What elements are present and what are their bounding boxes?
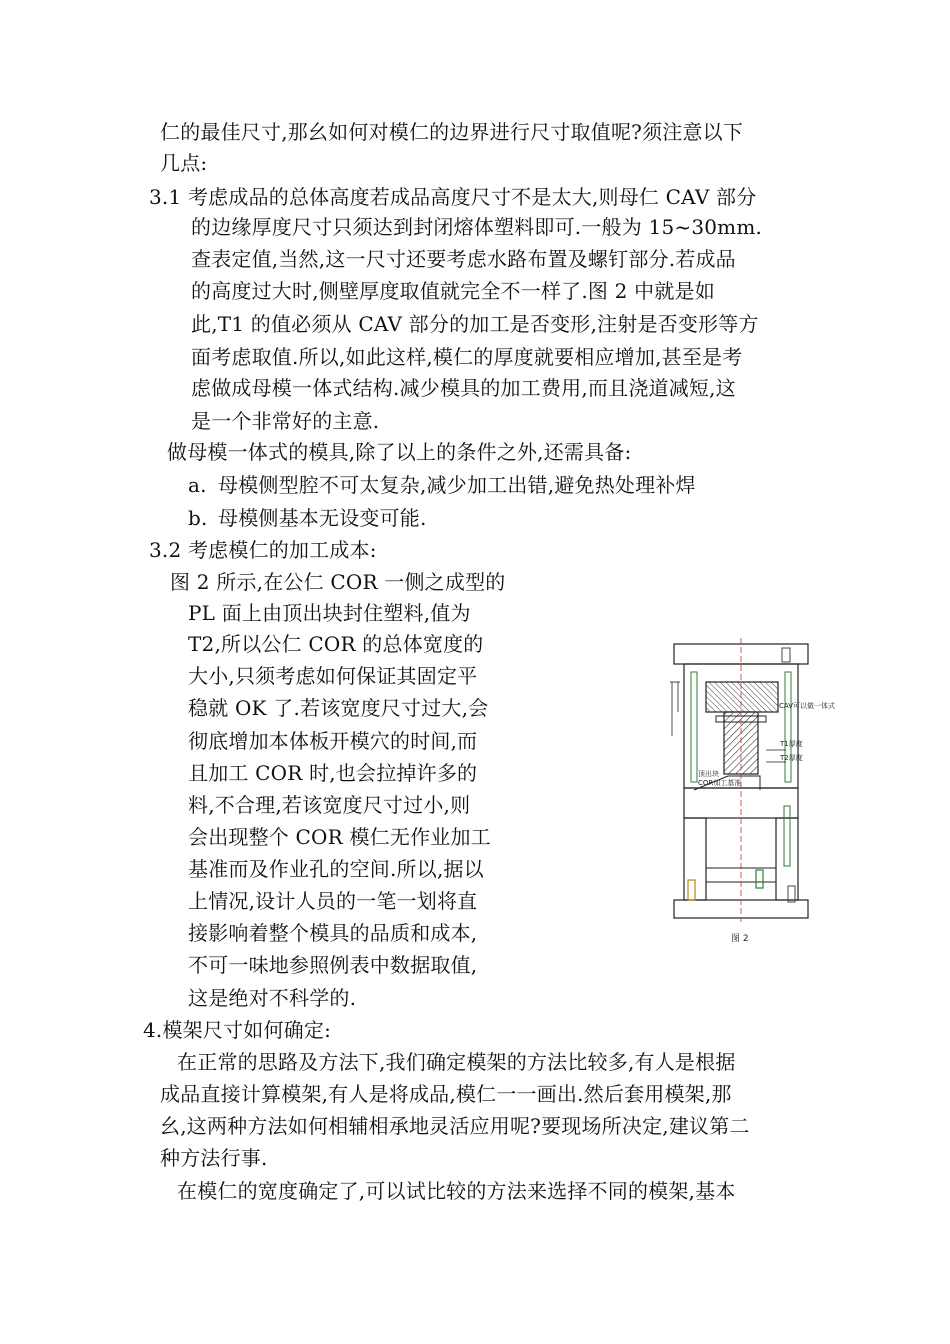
section-3-2-line: T2,所以公仁 COR 的总体宽度的: [188, 632, 484, 656]
section-3-2-line: 彻底增加本体板开模穴的时间,而: [188, 729, 478, 753]
section-4-line: 在正常的思路及方法下,我们确定模架的方法比较多,有人是根据: [177, 1050, 736, 1074]
list-item-text: 母模侧基本无设变可能.: [218, 506, 427, 530]
section-4-line: 幺,这两种方法如何相辅相承地灵活应用呢?要现场所决定,建议第二: [160, 1114, 750, 1138]
figure-caption: 图 2: [731, 934, 749, 944]
figure-label-core-datum: COR加工基准: [698, 779, 742, 787]
section-3-1-line: 是一个非常好的主意.: [191, 409, 380, 433]
section-3-1-line: 的边缘厚度尺寸只须达到封闭熔体塑料即可.一般为 15~30mm.: [191, 215, 763, 239]
section-4-heading: 4.模架尺寸如何确定:: [143, 1018, 332, 1042]
section-3-2-line: 大小,只须考虑如何保证其固定平: [188, 664, 478, 688]
section-3-2-line: 基准而及作业孔的空间.所以,据以: [188, 857, 484, 881]
section-3-1-line: 此,T1 的值必须从 CAV 部分的加工是否变形,注射是否变形等方: [191, 312, 759, 336]
section-4-line: 种方法行事.: [160, 1146, 268, 1170]
section-3-2-heading: 3.2 考虑模仁的加工成本:: [149, 538, 377, 562]
section-3-2-line: 不可一味地参照例表中数据取值,: [188, 953, 478, 977]
guide-pin-right: [785, 672, 791, 782]
section-3-2-line: 这是绝对不科学的.: [188, 986, 357, 1010]
section-3-1-line: 查表定值,当然,这一尺寸还要考虑水路布置及螺钉部分.若成品: [191, 247, 736, 271]
section-3-2-line: 且加工 COR 时,也会拉掉许多的: [188, 761, 478, 785]
mold-drawing: [668, 636, 836, 926]
section-3-2-line: 稳就 OK 了.若该宽度尺寸过大,会: [188, 696, 489, 720]
return-pin: [784, 806, 790, 866]
section-3-1-line: 3.1 考虑成品的总体高度若成品高度尺寸不是太大,则母仁 CAV 部分: [149, 185, 757, 209]
list-item-text: 母模侧型腔不可太复杂,减少加工出错,避免热处理补焊: [218, 473, 696, 497]
section-3-2-line: PL 面上由顶出块封住塑料,值为: [188, 601, 471, 625]
section-3-1-line: 的高度过大时,侧壁厚度取值就完全不一样了.图 2 中就是如: [191, 279, 715, 303]
figure-label-t1: T1厚度: [780, 740, 803, 748]
one-piece-paragraph: 做母模一体式的模具,除了以上的条件之外,还需具备:: [167, 440, 632, 464]
guide-pin-left: [691, 672, 697, 782]
section-3-1-line: 面考虑取值.所以,如此这样,模仁的厚度就要相应增加,甚至是考: [191, 345, 743, 369]
list-item-marker: b.: [188, 506, 208, 530]
section-3-2-line: 会出现整个 COR 模仁无作业加工: [188, 825, 491, 849]
section-3-2-line: 图 2 所示,在公仁 COR 一侧之成型的: [170, 570, 506, 594]
section-4-line: 在模仁的宽度确定了,可以试比较的方法来选择不同的模架,基本: [177, 1179, 736, 1203]
section-3-2-line: 料,不合理,若该宽度尺寸过小,则: [188, 793, 471, 817]
screw-left: [688, 880, 695, 900]
section-4-line: 成品直接计算模架,有人是将成品,模仁一一画出.然后套用模架,那: [160, 1082, 732, 1106]
section-3-2-line: 接影响着整个模具的品质和成本,: [188, 921, 478, 945]
intro-line: 仁的最佳尺寸,那幺如何对模仁的边界进行尺寸取值呢?须注意以下: [160, 120, 744, 144]
cavity-insert: [706, 682, 778, 712]
section-3-1-line: 虑做成母模一体式结构.减少模具的加工费用,而且浇道减短,这: [191, 376, 736, 400]
figure-label-cav: CAV可以做一体式: [779, 702, 836, 710]
figure-label-t2: T2厚度: [780, 754, 803, 762]
figure-label-ejector-block: 顶出块: [698, 770, 719, 778]
list-item-marker: a.: [188, 473, 207, 497]
mold-assembly-figure: [668, 636, 836, 948]
screw-center: [756, 870, 763, 888]
section-3-2-line: 上情况,设计人员的一笔一划将直: [188, 889, 478, 913]
intro-line: 几点:: [160, 151, 208, 175]
